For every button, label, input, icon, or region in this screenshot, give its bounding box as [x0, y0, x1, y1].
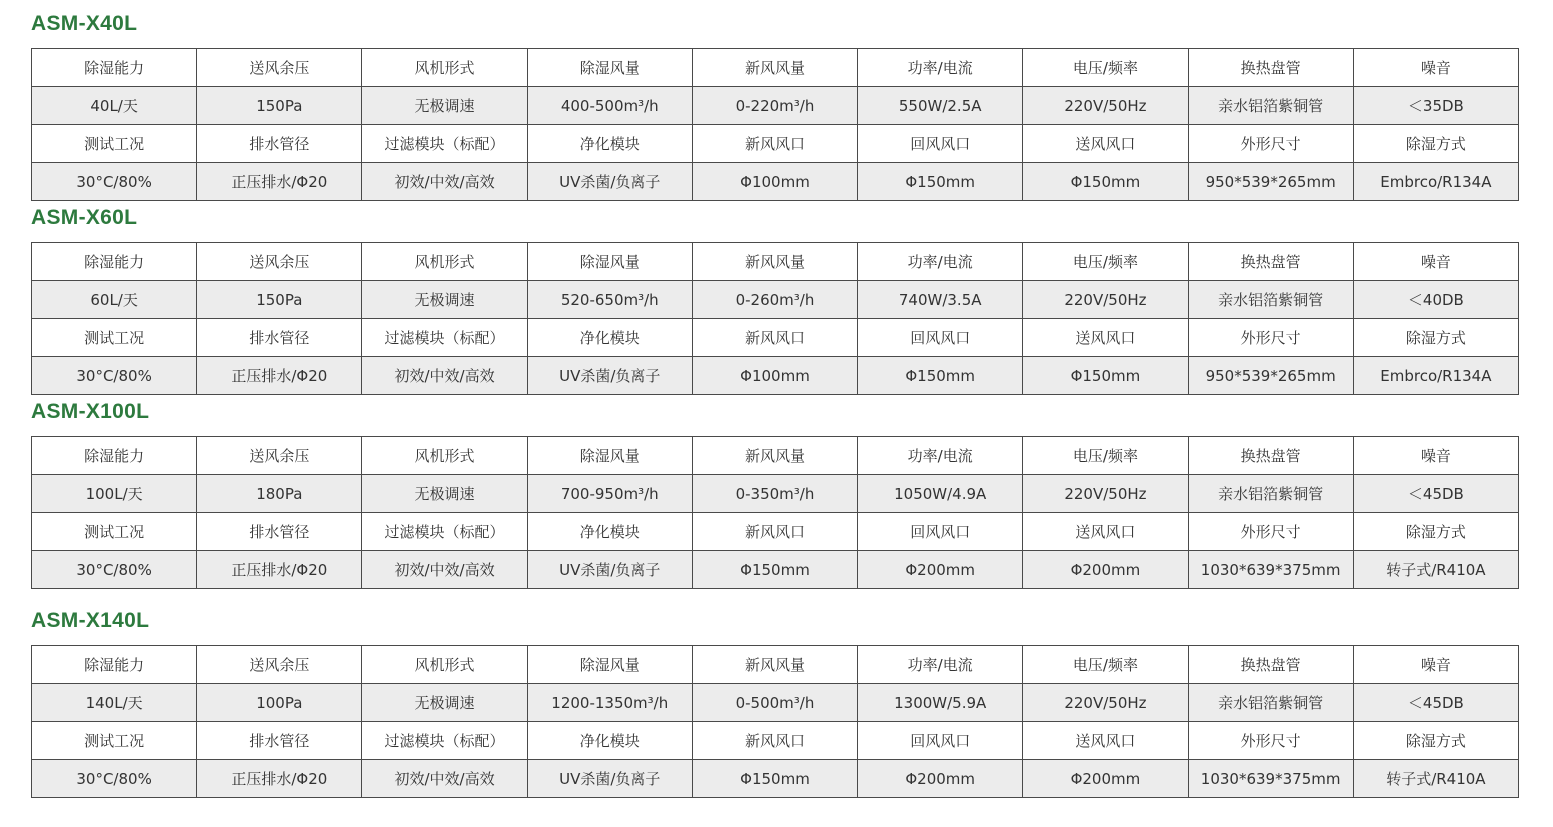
table-row — [32, 513, 1519, 551]
table-cell: ＜45DB — [1353, 475, 1518, 513]
table-cell: 1050W/4.9A — [858, 475, 1023, 513]
table-cell: 正压排水/Φ20 — [197, 551, 362, 589]
table-cell: 排水管径 — [197, 722, 362, 760]
table-cell: 30°C/80% — [32, 551, 197, 589]
table-cell: 净化模块 — [527, 513, 692, 551]
table-cell: 回风风口 — [858, 513, 1023, 551]
table-cell: 除湿方式 — [1353, 125, 1518, 163]
table-cell: Φ200mm — [1023, 551, 1188, 589]
table-cell: 净化模块 — [527, 722, 692, 760]
table-cell: 过滤模块（标配） — [362, 722, 527, 760]
table-cell: 除湿方式 — [1353, 319, 1518, 357]
table-cell: 100Pa — [197, 684, 362, 722]
table-cell: 220V/50Hz — [1023, 684, 1188, 722]
table-cell: 亲水铝箔紫铜管 — [1188, 684, 1353, 722]
table-cell: Φ150mm — [692, 551, 857, 589]
table-cell: 除湿方式 — [1353, 513, 1518, 551]
table-cell: 转子式/R410A — [1353, 551, 1518, 589]
table-cell: 排水管径 — [197, 125, 362, 163]
table-cell: 新风风口 — [692, 513, 857, 551]
table-cell: 新风风量 — [692, 243, 857, 281]
table-cell: 初效/中效/高效 — [362, 551, 527, 589]
model-title-x60l: ASM-X60L — [31, 206, 138, 229]
table-cell: 换热盘管 — [1188, 243, 1353, 281]
table-cell: 外形尺寸 — [1188, 513, 1353, 551]
table-cell: 风机形式 — [362, 437, 527, 475]
table-cell: 外形尺寸 — [1188, 125, 1353, 163]
table-cell: 送风余压 — [197, 49, 362, 87]
table-cell: 0-350m³/h — [692, 475, 857, 513]
table-cell: 除湿风量 — [527, 243, 692, 281]
table-cell: UV杀菌/负离子 — [527, 760, 692, 798]
table-cell: 功率/电流 — [858, 646, 1023, 684]
table-cell: 送风余压 — [197, 437, 362, 475]
table-cell: 新风风量 — [692, 437, 857, 475]
table-cell: Φ150mm — [1023, 357, 1188, 395]
table-cell: 风机形式 — [362, 49, 527, 87]
table-cell: 测试工况 — [32, 513, 197, 551]
table-cell: 950*539*265mm — [1188, 357, 1353, 395]
table-cell: UV杀菌/负离子 — [527, 163, 692, 201]
table-cell: Φ100mm — [692, 163, 857, 201]
table-cell: 送风余压 — [197, 646, 362, 684]
table-cell: 过滤模块（标配） — [362, 125, 527, 163]
table-cell: 转子式/R410A — [1353, 760, 1518, 798]
table-cell: 150Pa — [197, 281, 362, 319]
table-cell: 1030*639*375mm — [1188, 760, 1353, 798]
table-row — [32, 475, 1519, 513]
table-cell: 排水管径 — [197, 319, 362, 357]
table-cell: 220V/50Hz — [1023, 87, 1188, 125]
table-cell: 噪音 — [1353, 49, 1518, 87]
table-cell: 520-650m³/h — [527, 281, 692, 319]
table-cell: 电压/频率 — [1023, 49, 1188, 87]
table-cell: 220V/50Hz — [1023, 475, 1188, 513]
table-cell: 1300W/5.9A — [858, 684, 1023, 722]
table-cell: 换热盘管 — [1188, 646, 1353, 684]
table-cell: 400-500m³/h — [527, 87, 692, 125]
table-cell: 噪音 — [1353, 437, 1518, 475]
table-cell: 噪音 — [1353, 243, 1518, 281]
model-title-x140l: ASM-X140L — [31, 609, 150, 632]
table-cell: 0-500m³/h — [692, 684, 857, 722]
table-cell: 无极调速 — [362, 281, 527, 319]
table-cell: 140L/天 — [32, 684, 197, 722]
table-cell: 回风风口 — [858, 125, 1023, 163]
table-cell: ＜45DB — [1353, 684, 1518, 722]
table-cell: Φ100mm — [692, 357, 857, 395]
table-row — [32, 646, 1519, 684]
table-cell: Embrco/R134A — [1353, 357, 1518, 395]
table-cell: 新风风量 — [692, 646, 857, 684]
table-cell: UV杀菌/负离子 — [527, 551, 692, 589]
table-cell: 除湿风量 — [527, 646, 692, 684]
table-cell: 60L/天 — [32, 281, 197, 319]
table-cell: 外形尺寸 — [1188, 722, 1353, 760]
table-cell: 除湿能力 — [32, 49, 197, 87]
table-cell: 除湿方式 — [1353, 722, 1518, 760]
table-cell: 测试工况 — [32, 722, 197, 760]
table-cell: 亲水铝箔紫铜管 — [1188, 475, 1353, 513]
table-cell: 正压排水/Φ20 — [197, 163, 362, 201]
table-cell: 150Pa — [197, 87, 362, 125]
table-cell: 正压排水/Φ20 — [197, 760, 362, 798]
table-cell: 排水管径 — [197, 513, 362, 551]
table-cell: 风机形式 — [362, 243, 527, 281]
table-cell: 除湿能力 — [32, 243, 197, 281]
table-cell: 送风余压 — [197, 243, 362, 281]
table-cell: 700-950m³/h — [527, 475, 692, 513]
table-cell: 测试工况 — [32, 319, 197, 357]
table-row — [32, 243, 1519, 281]
model-title-x40l: ASM-X40L — [31, 12, 138, 35]
table-cell: 电压/频率 — [1023, 646, 1188, 684]
table-row — [32, 125, 1519, 163]
table-cell: 740W/3.5A — [858, 281, 1023, 319]
table-row — [32, 319, 1519, 357]
table-cell: Φ150mm — [692, 760, 857, 798]
model-title-x100l: ASM-X100L — [31, 400, 150, 423]
table-cell: 0-220m³/h — [692, 87, 857, 125]
table-cell: 过滤模块（标配） — [362, 513, 527, 551]
table-cell: 噪音 — [1353, 646, 1518, 684]
table-cell: 新风风口 — [692, 722, 857, 760]
table-cell: 亲水铝箔紫铜管 — [1188, 281, 1353, 319]
table-cell: 180Pa — [197, 475, 362, 513]
table-cell: 除湿能力 — [32, 437, 197, 475]
table-cell: Φ150mm — [1023, 163, 1188, 201]
table-cell: Φ200mm — [858, 551, 1023, 589]
table-cell: 风机形式 — [362, 646, 527, 684]
table-cell: 1030*639*375mm — [1188, 551, 1353, 589]
table-cell: ＜40DB — [1353, 281, 1518, 319]
table-cell: 功率/电流 — [858, 49, 1023, 87]
table-cell: UV杀菌/负离子 — [527, 357, 692, 395]
table-cell: 电压/频率 — [1023, 243, 1188, 281]
table-cell: ＜35DB — [1353, 87, 1518, 125]
table-cell: 初效/中效/高效 — [362, 357, 527, 395]
table-cell: 初效/中效/高效 — [362, 760, 527, 798]
table-row — [32, 722, 1519, 760]
table-row — [32, 684, 1519, 722]
table-cell: Embrco/R134A — [1353, 163, 1518, 201]
spec-table-x40l — [31, 48, 1519, 201]
table-cell: 1200-1350m³/h — [527, 684, 692, 722]
table-cell: 亲水铝箔紫铜管 — [1188, 87, 1353, 125]
table-cell: 外形尺寸 — [1188, 319, 1353, 357]
table-cell: 无极调速 — [362, 684, 527, 722]
table-cell: 换热盘管 — [1188, 49, 1353, 87]
table-cell: 净化模块 — [527, 125, 692, 163]
table-cell: 过滤模块（标配） — [362, 319, 527, 357]
table-row — [32, 357, 1519, 395]
spec-table-x140l — [31, 645, 1519, 798]
table-cell: Φ150mm — [858, 357, 1023, 395]
table-cell: 送风风口 — [1023, 722, 1188, 760]
table-cell: 除湿能力 — [32, 646, 197, 684]
table-row — [32, 551, 1519, 589]
table-cell: 送风风口 — [1023, 125, 1188, 163]
table-row — [32, 49, 1519, 87]
table-row — [32, 87, 1519, 125]
table-cell: 回风风口 — [858, 722, 1023, 760]
table-cell: 100L/天 — [32, 475, 197, 513]
table-cell: 功率/电流 — [858, 437, 1023, 475]
table-cell: 换热盘管 — [1188, 437, 1353, 475]
table-cell: 除湿风量 — [527, 437, 692, 475]
table-cell: 40L/天 — [32, 87, 197, 125]
table-cell: 净化模块 — [527, 319, 692, 357]
table-row — [32, 437, 1519, 475]
table-cell: 550W/2.5A — [858, 87, 1023, 125]
spec-table-x60l — [31, 242, 1519, 395]
table-cell: 新风风口 — [692, 125, 857, 163]
spec-table-x100l — [31, 436, 1519, 589]
table-cell: Φ150mm — [858, 163, 1023, 201]
table-cell: 回风风口 — [858, 319, 1023, 357]
table-cell: 无极调速 — [362, 475, 527, 513]
table-cell: 正压排水/Φ20 — [197, 357, 362, 395]
table-cell: 测试工况 — [32, 125, 197, 163]
table-cell: 950*539*265mm — [1188, 163, 1353, 201]
table-cell: 初效/中效/高效 — [362, 163, 527, 201]
table-cell: Φ200mm — [1023, 760, 1188, 798]
table-cell: 无极调速 — [362, 87, 527, 125]
table-cell: 220V/50Hz — [1023, 281, 1188, 319]
table-cell: 除湿风量 — [527, 49, 692, 87]
table-row — [32, 163, 1519, 201]
table-cell: 电压/频率 — [1023, 437, 1188, 475]
table-row — [32, 281, 1519, 319]
table-cell: 新风风口 — [692, 319, 857, 357]
table-cell: 30°C/80% — [32, 357, 197, 395]
table-cell: Φ200mm — [858, 760, 1023, 798]
table-cell: 送风风口 — [1023, 513, 1188, 551]
table-cell: 30°C/80% — [32, 163, 197, 201]
table-cell: 送风风口 — [1023, 319, 1188, 357]
table-row — [32, 760, 1519, 798]
table-cell: 30°C/80% — [32, 760, 197, 798]
table-cell: 新风风量 — [692, 49, 857, 87]
table-cell: 功率/电流 — [858, 243, 1023, 281]
table-cell: 0-260m³/h — [692, 281, 857, 319]
